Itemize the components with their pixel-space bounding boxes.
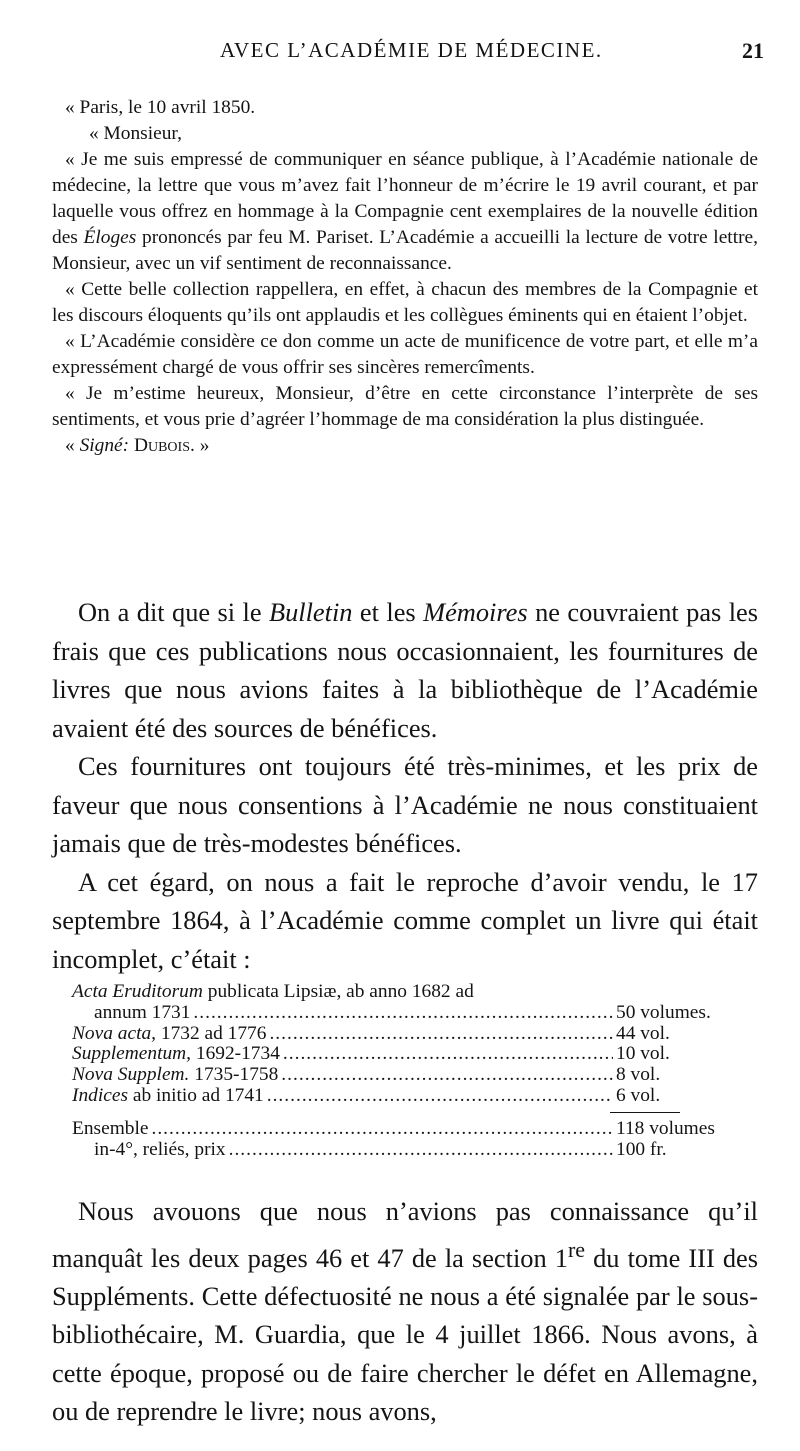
page-number: 21 xyxy=(742,38,764,63)
book-details: 1732 ad 1776 xyxy=(160,1022,267,1044)
book-entry xyxy=(72,1044,736,1065)
leader-dots xyxy=(151,1119,613,1140)
letter-signature xyxy=(52,433,758,459)
letter-salutation: « Monsieur, xyxy=(89,123,182,144)
main-text-upper xyxy=(52,593,758,978)
letter-paragraph: « L’Académie considère ce don comme un acte de munificence de votre part, et elle m’a expressément chargé de vous offrir ses sincères remercîments. xyxy=(52,331,758,378)
letter-paragraph-text: prononcés par feu M. Pariset. L’Académie a accueilli la lecture de votre lettre, Monsieur, avec un vif sentiment de reconnaissance. xyxy=(52,227,758,274)
body-text-run: On a dit que si le xyxy=(78,597,262,627)
main-text-lower xyxy=(52,1192,758,1431)
body-paragraph: Ces fournitures ont toujours été très-minimes, et les prix de faveur que nous consentions à l’Académie ne nous constituaient jamais que de très-modestes bénéfices. xyxy=(52,751,758,858)
leader-dots xyxy=(267,1086,613,1107)
volume-count: 6 vol. xyxy=(616,1084,661,1106)
letter-paragraph: « Cette belle collection rappellera, en effet, à chacun des membres de la Compagnie et les discours éloquents qu’ils ont applaudis et les collègues éminents qui en étaient l’objet. xyxy=(52,279,758,326)
letter-paragraph-text: « Je me suis empressé de communiquer en séance publique, à l’Académie nationale de médecine, la lettre que vous m’avez fait l’honneur de m’écrire le 19 avril courant, et par laquelle vous offrez en hommage à la Compagnie cent exemplaires de la nouvelle édition des xyxy=(52,149,758,248)
italic-title: Éloges xyxy=(83,227,137,248)
volume-count: 44 vol. xyxy=(616,1022,670,1044)
body-text-run: du tome III des Suppléments. Cette défectuosité ne nous a été signalée par le sous-bibliothécaire, M. Guardia, que le 4 juillet 1866. Nous avons, à cette époque, proposé ou de faire chercher le défet en Allemagne, ou de reprendre le livre; nous avons, xyxy=(52,1242,759,1427)
book-title: Indices xyxy=(72,1084,128,1106)
letter-date: « Paris, le 10 avril 1850. xyxy=(65,97,256,118)
total-entry xyxy=(72,1119,736,1140)
signed-label: Signé: xyxy=(79,435,130,456)
book-title: Nova acta, xyxy=(72,1022,157,1044)
book-details: annum 1731 xyxy=(94,1001,191,1023)
leader-dots xyxy=(269,1024,613,1045)
volume-count: 50 volumes. xyxy=(616,1001,711,1023)
book-title: Supplementum, xyxy=(72,1043,192,1065)
superscript: re xyxy=(567,1236,586,1262)
book-entry xyxy=(72,1065,736,1086)
book-list xyxy=(72,982,736,1160)
body-paragraph: A cet égard, on nous a fait le reproche d’avoir vendu, le 17 septembre 1864, à l’Académie comme complet un livre qui était incomplet, c’était : xyxy=(52,866,758,974)
book-entry xyxy=(72,1024,736,1045)
letter-paragraph xyxy=(52,147,758,277)
quoted-letter xyxy=(52,95,758,459)
leader-dots xyxy=(283,1044,613,1065)
book-details: publicata Lipsiæ, ab anno 1682 ad xyxy=(207,981,474,1002)
book-entry-cont xyxy=(72,1003,736,1024)
book-details: 1692-1734 xyxy=(195,1043,280,1065)
sum-rule xyxy=(610,1112,680,1113)
running-header xyxy=(52,30,766,70)
total-entry-cont xyxy=(72,1140,736,1161)
book-title: Acta Eruditorum xyxy=(72,981,203,1002)
total-details: in-4°, reliés, prix xyxy=(94,1138,226,1160)
body-text-run: Nous avouons que nous n’avions pas connaissance qu’il manquât les deux pages 46 et 47 de la section 1 xyxy=(52,1196,758,1273)
italic-title: Mémoires xyxy=(423,597,528,627)
body-paragraph xyxy=(52,1192,758,1431)
italic-title: Bulletin xyxy=(268,597,353,627)
leader-dots xyxy=(281,1065,613,1086)
total-label: Ensemble xyxy=(72,1117,149,1139)
book-details: ab initio ad 1741 xyxy=(132,1084,264,1106)
body-paragraph xyxy=(52,593,758,747)
total-volumes: 118 volumes xyxy=(616,1117,715,1139)
volume-count: 10 vol. xyxy=(616,1043,670,1065)
signer-name: Dubois. xyxy=(133,435,195,456)
body-text-run: ne couvraient pas les frais que ces publications nous occasionnaient, les fournitures de livres que nous avions faites à la bibliothèque de l’Académie avaient été des sources de bénéfices. xyxy=(52,597,759,743)
volume-count: 8 vol. xyxy=(616,1064,661,1086)
body-text-run: et les xyxy=(359,597,416,627)
quote-mark: » xyxy=(199,435,210,456)
running-title: AVEC L’ACADÉMIE DE MÉDECINE. xyxy=(220,38,603,62)
book-entry xyxy=(72,1086,736,1107)
book-details: 1735-1758 xyxy=(194,1064,279,1086)
leader-dots xyxy=(193,1003,613,1024)
leader-dots xyxy=(229,1140,613,1161)
book-title: Nova Supplem. xyxy=(72,1064,190,1086)
total-price: 100 fr. xyxy=(616,1138,667,1160)
sum-rule-row xyxy=(72,1112,736,1113)
book-entry xyxy=(72,982,736,1003)
quote-mark: « xyxy=(65,435,75,456)
letter-paragraph: « Je m’estime heureux, Monsieur, d’être en cette circonstance l’interprète de ses sentiments, et vous prie d’agréer l’hommage de ma considération la plus distinguée. xyxy=(52,383,758,430)
